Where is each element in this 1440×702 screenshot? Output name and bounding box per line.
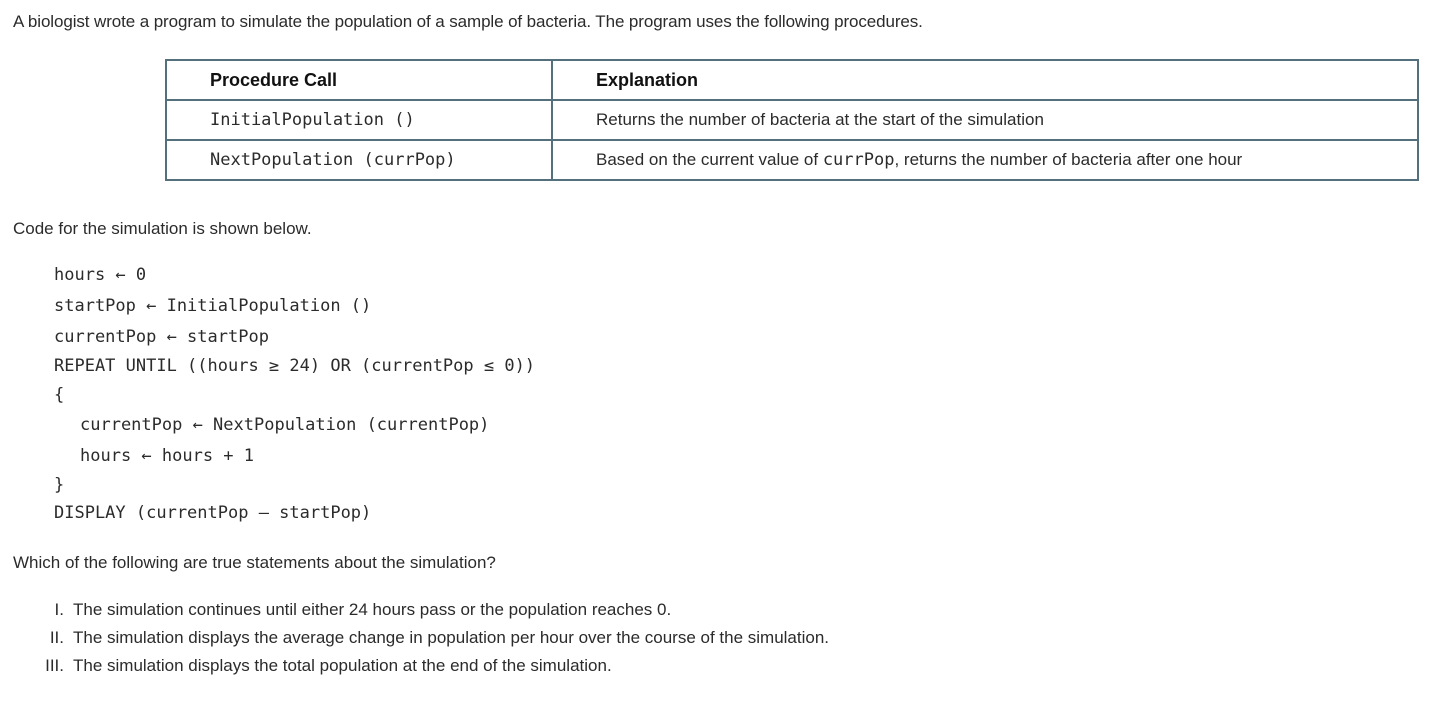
code-line: } [54,475,65,495]
table-header-row [166,60,1418,100]
statement-numeral: II. [49,628,64,647]
statement-text: The simulation continues until either 24 hours pass or the population reaches 0. [73,600,672,619]
explanation-post: , returns the number of bacteria after one hour [894,150,1243,169]
explanation-pre: Based on the current value of [596,150,823,169]
code-intro-text: Code for the simulation is shown below. [13,219,312,238]
code-line: REPEAT UNTIL ((hours ≥ 24) OR (currentPop ≤ 0)) [54,356,536,376]
code-line: hours ← 0 [54,265,147,285]
intro-text: A biologist wrote a program to simulate the population of a sample of bacteria. The program uses the following procedures. [13,12,923,31]
header-explanation: Explanation [552,60,1418,100]
procedure-call: InitialPopulation () [210,110,415,130]
code-line: DISPLAY (currentPop – startPop) [54,503,372,523]
statement-text: The simulation displays the average change in population per hour over the course of the simulation. [73,628,830,647]
explanation-cell: Returns the number of bacteria at the start of the simulation [552,100,1418,140]
statement-numeral: III. [45,656,64,675]
code-line: currentPop ← NextPopulation (currentPop) [80,415,490,435]
table-row [166,100,1418,140]
code-line: { [54,385,65,405]
explanation-cell [552,140,1418,180]
code-line: hours ← hours + 1 [80,446,254,466]
statement-text: The simulation displays the total population at the end of the simulation. [73,656,612,675]
question-text: Which of the following are true statements about the simulation? [13,553,496,572]
code-line: currentPop ← startPop [54,327,269,347]
table-row [166,140,1418,180]
procedure-call-cell [166,100,552,140]
procedure-call-cell [166,140,552,180]
statement-numeral: I. [54,600,64,619]
procedure-table [165,59,1419,181]
explanation-code: currPop [822,150,895,170]
header-procedure-call: Procedure Call [166,60,552,100]
procedure-call: NextPopulation (currPop) [210,150,456,170]
code-line: startPop ← InitialPopulation () [54,296,372,316]
